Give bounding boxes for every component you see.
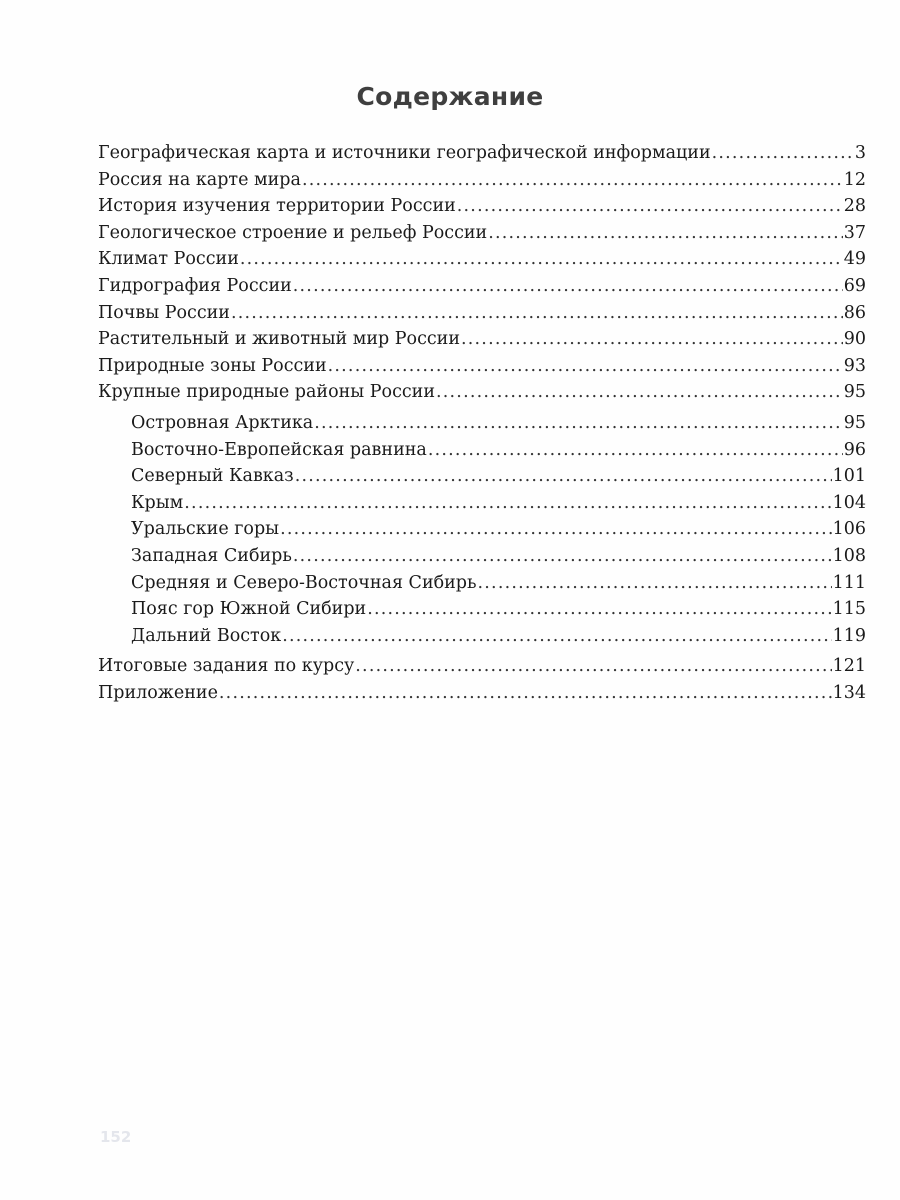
toc-subentry bbox=[98, 623, 866, 650]
toc-entry bbox=[98, 220, 866, 247]
toc-entry-label: Крупные природные районы России bbox=[98, 382, 436, 403]
toc-subentry-page: 115 bbox=[832, 599, 866, 620]
toc-entry-page: 121 bbox=[832, 656, 866, 677]
toc-subentry bbox=[98, 410, 866, 437]
toc-subentry-label: Западная Сибирь bbox=[131, 545, 292, 566]
dot-leader bbox=[282, 623, 831, 650]
toc-subentry-page: 95 bbox=[843, 412, 866, 433]
toc-entry-page: 28 bbox=[843, 196, 866, 217]
toc-subentry-page: 96 bbox=[843, 439, 866, 460]
toc-entry-label: Растительный и животный мир России bbox=[98, 329, 461, 350]
dot-leader bbox=[461, 326, 843, 353]
dot-leader bbox=[293, 273, 843, 300]
toc-entry bbox=[98, 680, 866, 707]
toc-subentry bbox=[98, 596, 866, 623]
dot-leader bbox=[328, 353, 843, 380]
toc-entry bbox=[98, 300, 866, 327]
page-title: Содержание bbox=[356, 82, 544, 111]
toc-entry-page: 86 bbox=[843, 302, 866, 323]
dot-leader bbox=[314, 410, 842, 437]
toc-subentry-label: Уральские горы bbox=[131, 519, 280, 540]
toc-entry-label: Географическая карта и источники географической информации bbox=[98, 143, 711, 163]
toc-entry-page: 49 bbox=[843, 249, 866, 270]
toc-entry-label: Геологическое строение и рельеф России bbox=[98, 222, 488, 243]
toc-subentry-label: Восточно-Европейская равнина bbox=[131, 439, 427, 460]
toc-subentry-label: Средняя и Северо-Восточная Сибирь bbox=[131, 572, 477, 593]
toc-entry bbox=[98, 193, 866, 220]
dot-leader bbox=[280, 516, 832, 543]
dot-leader bbox=[367, 596, 831, 623]
toc-subentry bbox=[98, 570, 866, 597]
toc-subentry-page: 104 bbox=[832, 492, 866, 513]
dot-leader bbox=[219, 680, 832, 707]
toc-entry bbox=[98, 353, 866, 380]
toc-entry-label: Итоговые задания по курсу bbox=[98, 656, 355, 677]
toc-entry-label: Россия на карте мира bbox=[98, 169, 301, 190]
toc-entry-page: 134 bbox=[832, 682, 866, 703]
dot-leader bbox=[488, 220, 843, 247]
toc-subentry bbox=[98, 543, 866, 570]
dot-leader bbox=[184, 490, 831, 517]
dot-leader bbox=[457, 193, 843, 220]
toc-entry-page: 3 bbox=[854, 143, 866, 163]
dot-leader bbox=[293, 543, 832, 570]
toc-entry bbox=[98, 379, 866, 406]
toc-entry-page: 37 bbox=[843, 222, 866, 243]
toc-entry bbox=[98, 273, 866, 300]
toc-subentry-label: Северный Кавказ bbox=[131, 466, 294, 487]
toc-entry-label: История изучения территории России bbox=[98, 196, 456, 217]
dot-leader bbox=[302, 167, 843, 194]
toc-subentry bbox=[98, 490, 866, 517]
toc-entry-label: Климат России bbox=[98, 249, 239, 270]
toc-entry-page: 69 bbox=[843, 275, 866, 296]
toc-subentry-label: Островная Арктика bbox=[131, 412, 314, 433]
toc-entry-page: 93 bbox=[843, 355, 866, 376]
toc-entry bbox=[98, 246, 866, 273]
toc-entry bbox=[98, 326, 866, 353]
toc-entry-label: Природные зоны России bbox=[98, 355, 327, 376]
toc-subentry-page: 111 bbox=[832, 572, 866, 593]
toc-subentry bbox=[98, 516, 866, 543]
dot-leader bbox=[240, 246, 843, 273]
toc-entry bbox=[98, 140, 866, 167]
toc-subentry-page: 101 bbox=[832, 466, 866, 487]
dot-leader bbox=[712, 140, 854, 167]
dot-leader bbox=[355, 653, 831, 680]
toc-subentry bbox=[98, 437, 866, 464]
dot-leader bbox=[478, 570, 832, 597]
toc-entry-page: 12 bbox=[843, 169, 866, 190]
toc-entry-page: 95 bbox=[843, 382, 866, 403]
toc-subentry-page: 106 bbox=[832, 519, 866, 540]
toc-subentry-label: Дальний Восток bbox=[131, 625, 282, 646]
toc-entry-page: 90 bbox=[843, 329, 866, 350]
dot-leader bbox=[428, 437, 843, 464]
toc-subentry-page: 119 bbox=[832, 625, 866, 646]
dot-leader bbox=[295, 463, 832, 490]
toc-subentry-label: Пояс гор Южной Сибири bbox=[131, 599, 367, 620]
table-of-contents bbox=[98, 140, 866, 706]
toc-subentry bbox=[98, 463, 866, 490]
dot-leader bbox=[436, 379, 843, 406]
dot-leader bbox=[231, 300, 843, 327]
toc-entry bbox=[98, 167, 866, 194]
toc-entry-label: Приложение bbox=[98, 682, 218, 703]
toc-entry bbox=[98, 653, 866, 680]
toc-subentry-page: 108 bbox=[832, 545, 866, 566]
page-number: 152 bbox=[100, 1128, 132, 1146]
toc-entry-label: Почвы России bbox=[98, 302, 230, 323]
toc-entry-label: Гидрография России bbox=[98, 275, 292, 296]
toc-subentry-label: Крым bbox=[131, 492, 184, 513]
